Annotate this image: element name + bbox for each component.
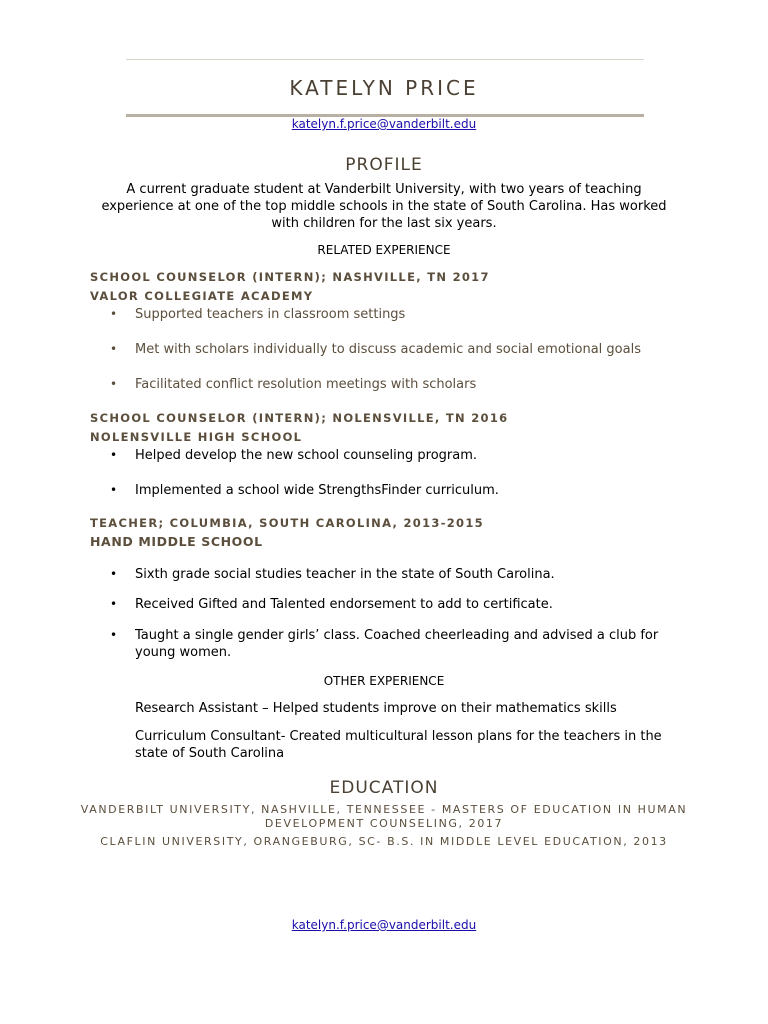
bullet-icon: • xyxy=(110,628,118,642)
profile-text: A current graduate student at Vanderbilt University, with two years of teaching experience at one of the top middle schools in the state of South Carolina. Has worked with children for the last six years. xyxy=(101,182,667,231)
bullet-icon: • xyxy=(110,342,118,356)
bullet-icon: • xyxy=(110,377,118,391)
footer-email-link[interactable]: katelyn.f.price@vanderbilt.edu xyxy=(291,918,477,932)
header-email xyxy=(0,117,768,131)
profile-heading: PROFILE xyxy=(345,155,423,175)
education-entry: CLAFLIN UNIVERSITY, ORANGEBURG, SC- B.S. IN MIDDLE LEVEL EDUCATION, 2013 xyxy=(100,835,668,848)
job-title: SCHOOL COUNSELOR (INTERN); NASHVILLE, TN 2017 xyxy=(90,270,490,284)
job-organization: VALOR COLLEGIATE ACADEMY xyxy=(90,289,314,303)
list-item-text: Met with scholars individually to discuss academic and social emotional goals xyxy=(135,342,641,357)
job-title: TEACHER; COLUMBIA, SOUTH CAROLINA, 2013-2015 xyxy=(90,516,484,530)
list-item-text: Taught a single gender girls’ class. Coached cheerleading and advised a club for young women. xyxy=(135,628,659,660)
job-title: SCHOOL COUNSELOR (INTERN); NOLENSVILLE, TN 2016 xyxy=(90,411,509,425)
list-item-text: Helped develop the new school counseling program. xyxy=(135,448,478,463)
footer-email xyxy=(0,918,768,932)
related-experience-heading: RELATED EXPERIENCE xyxy=(317,243,451,257)
top-rule xyxy=(126,59,644,60)
education-heading: EDUCATION xyxy=(329,778,439,798)
job-organization: HAND MIDDLE SCHOOL xyxy=(90,534,263,549)
job-organization: NOLENSVILLE HIGH SCHOOL xyxy=(90,430,303,444)
candidate-name: KATELYN PRICE xyxy=(289,76,479,100)
bullet-icon: • xyxy=(110,567,118,581)
bullet-icon: • xyxy=(110,448,118,462)
education-entry: VANDERBILT UNIVERSITY, NASHVILLE, TENNESSEE - MASTERS OF EDUCATION IN HUMAN DEVELOPMENT COUNSELING, 2017 xyxy=(80,803,688,830)
bullet-icon: • xyxy=(110,597,118,611)
list-item-text: Implemented a school wide StrengthsFinder curriculum. xyxy=(135,483,499,498)
other-experience-item: Curriculum Consultant- Created multicultural lesson plans for the teachers in the state of South Carolina xyxy=(135,729,662,761)
other-experience-item: Research Assistant – Helped students improve on their mathematics skills xyxy=(135,701,617,716)
list-item-text: Supported teachers in classroom settings xyxy=(135,307,406,322)
list-item-text: Received Gifted and Talented endorsement to add to certificate. xyxy=(135,597,553,612)
other-experience-heading: OTHER EXPERIENCE xyxy=(323,674,445,688)
bullet-icon: • xyxy=(110,307,118,321)
list-item-text: Facilitated conflict resolution meetings with scholars xyxy=(135,377,477,392)
list-item-text: Sixth grade social studies teacher in the state of South Carolina. xyxy=(135,567,555,582)
header-email-link[interactable]: katelyn.f.price@vanderbilt.edu xyxy=(291,117,477,131)
bullet-icon: • xyxy=(110,483,118,497)
